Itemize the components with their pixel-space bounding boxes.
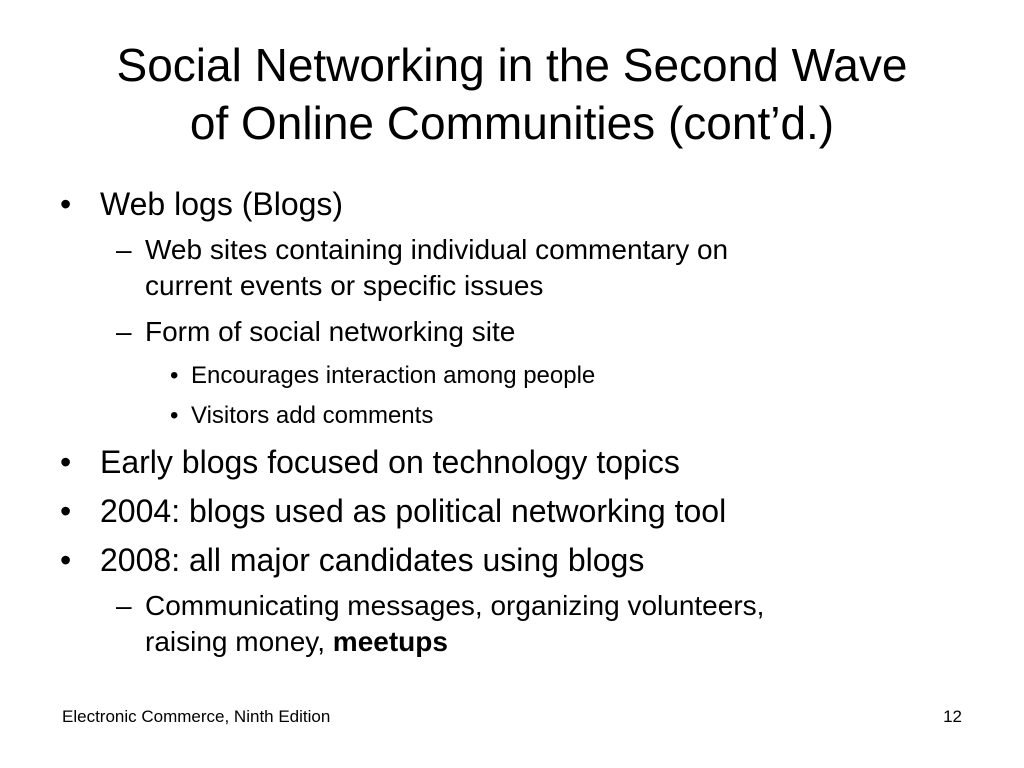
sub-bullet-form-of-social: Form of social networking site <box>145 316 516 347</box>
sub-bullet-web-sites-line-1: Web sites containing individual commentary on <box>145 234 729 265</box>
bullet-marker: • <box>60 444 72 480</box>
footer-book-title: Electronic Commerce, Ninth Edition <box>62 707 331 726</box>
sub-bullet-communicating-line-1: Communicating messages, organizing volunteers, <box>145 590 765 621</box>
slide-number: 12 <box>943 707 962 726</box>
dash-marker: – <box>116 234 132 265</box>
bullet-marker: • <box>170 362 179 389</box>
bullet-marker: • <box>60 542 72 578</box>
bullet-early-blogs: Early blogs focused on technology topics <box>100 444 680 480</box>
bullet-2004-blogs: 2004: blogs used as political networking tool <box>100 493 727 529</box>
sub-sub-bullet-visitors: Visitors add comments <box>191 402 434 429</box>
sub-sub-bullet-encourages: Encourages interaction among people <box>191 362 596 389</box>
bullet-marker: • <box>60 493 72 529</box>
dash-marker: – <box>116 590 132 621</box>
bullet-web-logs: Web logs (Blogs) <box>100 186 344 222</box>
bullet-2008-blogs: 2008: all major candidates using blogs <box>100 542 645 578</box>
sub-bullet-communicating-line-2 <box>145 624 448 660</box>
slide-title-line-1: Social Networking in the Second Wave <box>116 39 908 91</box>
slide-title-line-2: of Online Communities (cont’d.) <box>189 97 835 149</box>
sub-bullet-web-sites-line-2: current events or specific issues <box>145 270 544 301</box>
bullet-marker: • <box>60 186 72 222</box>
emphasis-meetups: meetups <box>332 626 448 657</box>
bullet-marker: • <box>170 402 179 429</box>
sub-bullet-communicating-prefix: raising money, <box>145 626 333 657</box>
dash-marker: – <box>116 316 132 347</box>
